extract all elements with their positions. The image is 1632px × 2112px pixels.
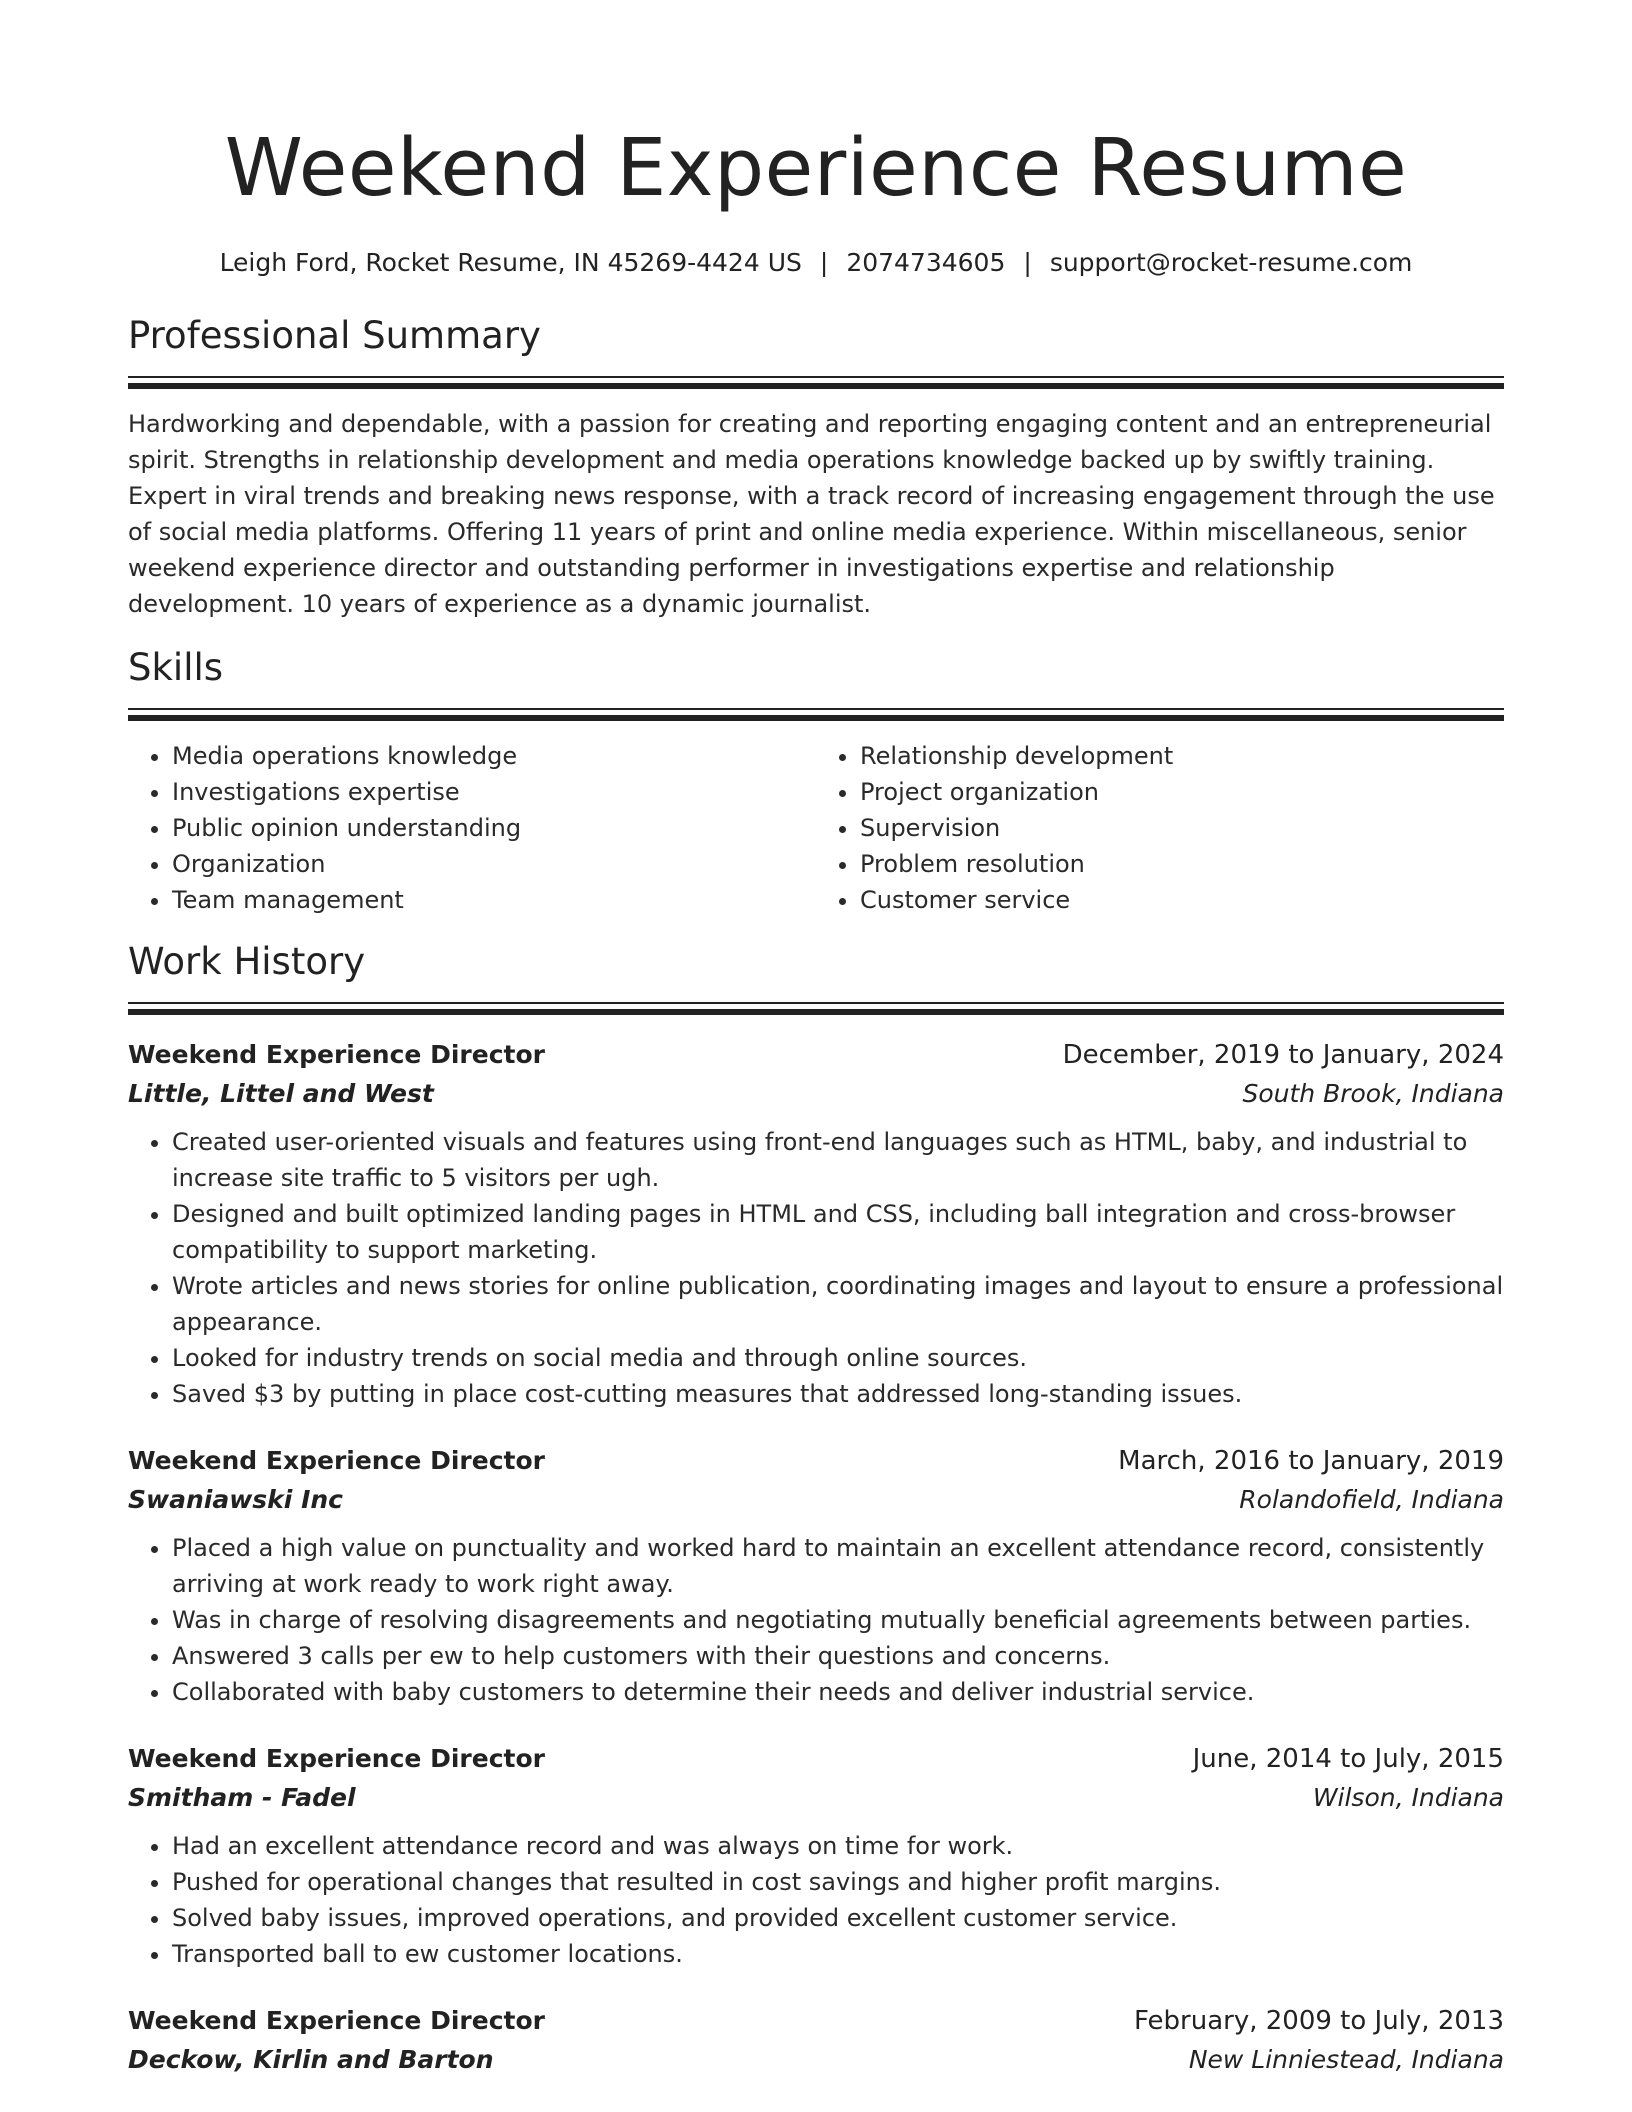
- job-duty: • Looked for industry trends on social media and through online sources.: [172, 1340, 1504, 1376]
- section-divider: [128, 1002, 1504, 1016]
- contact-separator: |: [819, 248, 829, 277]
- skills-section: [128, 644, 1504, 918]
- job-dates: June, 2014 to July, 2015: [1192, 1744, 1504, 1774]
- contact-email: support@rocket-resume.com: [1049, 248, 1413, 277]
- skills-list-right: [816, 738, 1504, 918]
- job-duty: • Collaborated with baby customers to determine their needs and deliver industrial service.: [172, 1674, 1504, 1710]
- job-entry: [128, 1740, 1504, 1972]
- contact-separator: |: [1023, 248, 1032, 277]
- job-company: Little, Littel and West: [128, 1079, 434, 1108]
- section-divider: [128, 376, 1504, 390]
- job-duty: • Designed and built optimized landing pages in HTML and CSS, including ball integration and cross-browser compatibility to support marketing.: [172, 1196, 1504, 1268]
- job-dates: December, 2019 to January, 2024: [1062, 1040, 1504, 1070]
- skills-list-left: [128, 738, 816, 918]
- job-dates: February, 2009 to July, 2013: [1134, 2006, 1504, 2036]
- job-title: Weekend Experience Director: [128, 2006, 545, 2035]
- job-title: Weekend Experience Director: [128, 1040, 545, 1069]
- job-duty: • Solved baby issues, improved operations, and provided excellent customer service.: [172, 1900, 1504, 1936]
- skill-item: • Public opinion understanding: [172, 810, 816, 846]
- skill-item: • Project organization: [860, 774, 1504, 810]
- summary-section: [128, 312, 1504, 622]
- job-entry: [128, 1442, 1504, 1710]
- work-history-section: [128, 938, 1504, 2080]
- job-duties: [128, 1828, 1504, 1972]
- job-duties: [128, 1124, 1504, 1412]
- job-location: Rolandofield, Indiana: [1239, 1485, 1504, 1514]
- job-dates: March, 2016 to January, 2019: [1118, 1446, 1504, 1476]
- skill-item: • Investigations expertise: [172, 774, 816, 810]
- skill-item: • Customer service: [860, 882, 1504, 918]
- job-location: New Linniestead, Indiana: [1188, 2045, 1504, 2074]
- job-company: Swaniawski Inc: [128, 1485, 344, 1514]
- contact-address: Leigh Ford, Rocket Resume, IN 45269-4424 US: [219, 248, 802, 277]
- section-divider: [128, 708, 1504, 722]
- job-duty: • Saved $3 by putting in place cost-cutting measures that addressed long-standing issues.: [172, 1376, 1504, 1412]
- job-company: Deckow, Kirlin and Barton: [128, 2045, 494, 2074]
- job-duty: • Had an excellent attendance record and was always on time for work.: [172, 1828, 1504, 1864]
- job-entry: [128, 2002, 1504, 2080]
- job-duty: • Placed a high value on punctuality and worked hard to maintain an excellent attendance record, consistently arriving at work ready to work right away.: [172, 1530, 1504, 1602]
- job-title: Weekend Experience Director: [128, 1744, 545, 1773]
- job-duties: [128, 1530, 1504, 1710]
- skill-item: • Team management: [172, 882, 816, 918]
- work-history-heading: Work History: [128, 940, 366, 983]
- job-duty: • Pushed for operational changes that resulted in cost savings and higher profit margins.: [172, 1864, 1504, 1900]
- skills-grid: [128, 738, 1504, 918]
- job-duty: • Wrote articles and news stories for online publication, coordinating images and layout to ensure a professional appearance.: [172, 1268, 1504, 1340]
- job-title: Weekend Experience Director: [128, 1446, 545, 1475]
- skill-item: • Organization: [172, 846, 816, 882]
- job-duty: • Created user-oriented visuals and features using front-end languages such as HTML, baby, and industrial to increase site traffic to 5 visitors per ugh.: [172, 1124, 1504, 1196]
- skill-item: • Problem resolution: [860, 846, 1504, 882]
- skill-item: • Relationship development: [860, 738, 1504, 774]
- job-company: Smitham - Fadel: [128, 1783, 356, 1812]
- summary-heading: Professional Summary: [128, 314, 541, 357]
- job-entry: [128, 1036, 1504, 1412]
- job-location: South Brook, Indiana: [1242, 1079, 1504, 1108]
- job-location: Wilson, Indiana: [1312, 1783, 1504, 1812]
- resume-title: Weekend Experience Resume: [224, 122, 1408, 214]
- contact-line: [128, 246, 1504, 280]
- job-duty: • Transported ball to ew customer locations.: [172, 1936, 1504, 1972]
- contact-phone: 2074734605: [846, 248, 1006, 277]
- job-duty: • Was in charge of resolving disagreements and negotiating mutually beneficial agreements between parties.: [172, 1602, 1504, 1638]
- skills-heading: Skills: [128, 646, 224, 689]
- job-duty: • Answered 3 calls per ew to help customers with their questions and concerns.: [172, 1638, 1504, 1674]
- skill-item: • Media operations knowledge: [172, 738, 816, 774]
- skill-item: • Supervision: [860, 810, 1504, 846]
- summary-text: Hardworking and dependable, with a passion for creating and reporting engaging content and an entrepreneurial spirit. Strengths in relationship development and media operations knowledge backed up by swiftly training. Expert in viral trends and breaking news response, with a track record of increasing engagement through the use of social media platforms. Offering 11 years of print and online media experience. Within miscellaneous, senior weekend experience director and outstanding performer in investigations expertise and relationship development. 10 years of experience as a dynamic journalist.: [128, 410, 1495, 618]
